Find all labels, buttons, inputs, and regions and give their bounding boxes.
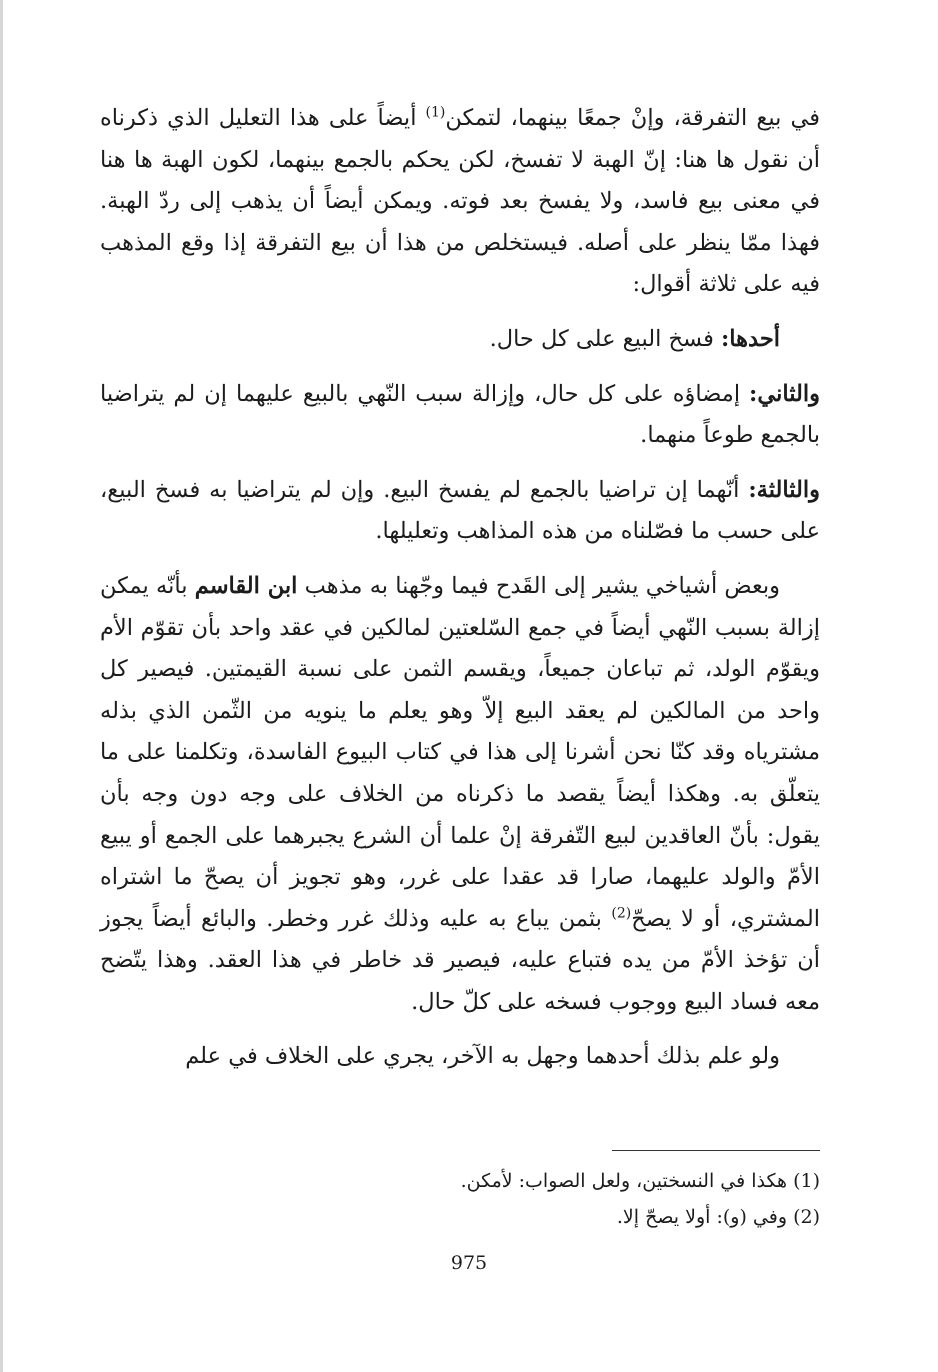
footnote-number: (1) bbox=[793, 1170, 820, 1192]
footnote-text: هكذا في النسختين، ولعل الصواب: لأمكن. bbox=[460, 1170, 788, 1192]
scan-edge-mark bbox=[0, 0, 3, 1372]
paragraph-text: أيضاً على هذا التعليل الذي ذكرناه أن نقول ها هنا: إنّ الهبة لا تفسخ، لكن يحكم بالجمع بينهما، لكون الهبة ها هنا في معنى بيع فاسد، ولا يفسخ بعد فوته. ويمكن أيضاً أن يذهب إلى ردّ الهبة. فهذا ممّا ينظر على أصله. فيستخلص من هذا أن بيع التفرقة إذا وقع المذهب فيه على ثلاثة أقوال: bbox=[100, 105, 820, 298]
paragraph-discussion bbox=[100, 566, 820, 1024]
paragraph-text: أنّهما إن تراضيا بالجمع لم يفسخ البيع. وإن لم يتراضيا به فسخ البيع، على حسب ما فصّلناه من هذه المذاهب وتعليلها. bbox=[100, 476, 820, 545]
paragraph-closing bbox=[100, 1036, 820, 1078]
paragraph-text: ولو علم بذلك أحدهما وجهل به الآخر، يجري على الخلاف في علم bbox=[185, 1043, 780, 1070]
paragraph-text: وبعض أشياخي يشير إلى القَدح فيما وجّهنا به مذهب bbox=[297, 572, 780, 599]
footnotes bbox=[300, 1163, 820, 1235]
page-number: 975 bbox=[450, 1252, 488, 1274]
paragraph-opinion-three bbox=[100, 470, 820, 553]
paragraph-opinion-one bbox=[100, 319, 820, 361]
paragraph-text: بثمن يباع به عليه وذلك غرر وخطر. والبائع أيضاً يجوز أن تؤخذ الأمّ من يده فتباع عليه، فيصير قد خاطر في هذا العقد. وهذا يتّضح معه فساد البيع ووجوب فسخه على كلّ حال. bbox=[100, 905, 820, 1015]
footnote-reference: (2) bbox=[611, 905, 632, 922]
paragraph-text: فسخ البيع على كل حال. bbox=[489, 325, 721, 352]
footnote-number: (2) bbox=[793, 1206, 820, 1228]
paragraph-opinion-two bbox=[100, 374, 820, 457]
opinion-heading: والثاني: bbox=[749, 380, 820, 407]
footnote-text: وفي (و): أولا يصحّ إلا. bbox=[616, 1206, 788, 1228]
footnote-item bbox=[300, 1199, 820, 1235]
paragraph-text: في بيع التفرقة، وإنْ جمعًا بينهما، لتمكن bbox=[445, 105, 820, 131]
paragraph-text: إمضاؤه على كل حال، وإزالة سبب النّهي بالبيع عليهما إن لم يتراضيا بالجمع طوعاً منهما. bbox=[100, 380, 820, 449]
footnote-reference: (1) bbox=[425, 104, 446, 121]
scholar-name: ابن القاسم bbox=[194, 572, 298, 599]
opinion-heading: أحدها: bbox=[721, 325, 780, 352]
footnote-separator bbox=[612, 1150, 820, 1151]
main-text bbox=[100, 98, 820, 1078]
footnote-item bbox=[300, 1163, 820, 1199]
opinion-heading: والثالثة: bbox=[748, 476, 820, 503]
paragraph-intro bbox=[100, 98, 820, 306]
paragraph-text: بأنّه يمكن إزالة بسبب النّهي أيضاً في جمع السّلعتين لمالكين في عقد واحد بأن تقوّم الأم ويقوّم الولد، ثم تباعان جميعاً، ويقسم الثمن على نسبة القيمتين. فيصير كل واحد من المالكين لم يعقد البيع إلاّ وهو يعلم ما ينويه من الثّمن الذي بذله مشترياه وقد كنّا نحن أشرنا إلى هذا في كتاب البيوع الفاسدة، وتكلمنا على ما يتعلّق به. وهكذا أيضاً يقصد ما ذكرناه من الخلاف على وجه دون وجه بأن يقول: بأنّ العاقدين لبيع التّفرقة إنْ علما أن الشرع يجبرهما على الجمع أو يبيع الأمّ والولد عليهما، صارا قد عقدا على غرر، وهو تجويز أن يصحّ ما اشتراه المشتري، أو لا يصحّ bbox=[100, 572, 820, 932]
